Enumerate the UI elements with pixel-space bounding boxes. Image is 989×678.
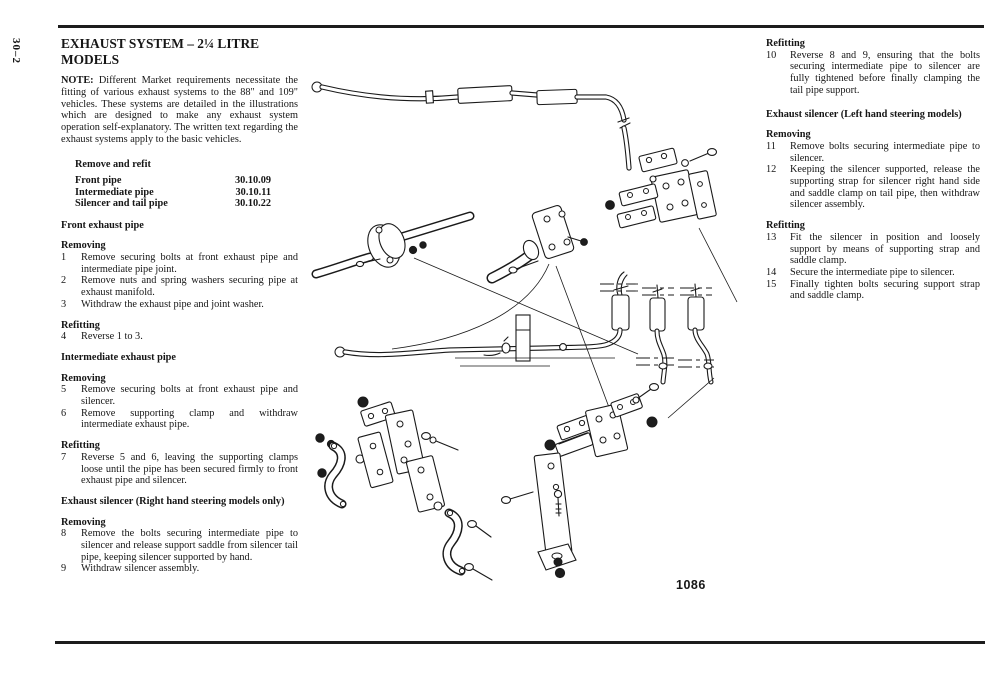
procedure-step	[61, 563, 298, 575]
step-text: Withdraw silencer assembly.	[81, 563, 200, 575]
procedure-step	[766, 279, 980, 302]
refitting-subheading: Refitting	[61, 440, 100, 452]
step-number: 11	[766, 140, 776, 152]
procedure-step	[61, 528, 298, 563]
step-number: 6	[61, 407, 67, 419]
step-text: Secure the intermediate pipe to silencer.	[790, 266, 955, 278]
procedure-step	[61, 252, 298, 275]
figure-number: 1086	[676, 578, 706, 592]
front-pipe-flange-joint	[316, 216, 470, 274]
removing-subheading: Removing	[61, 240, 106, 252]
step-number: 13	[766, 231, 777, 243]
operation-label: Silencer and tail pipe	[75, 198, 168, 210]
procedure-step	[61, 275, 298, 298]
intermediate-pipe-flange-joint	[492, 205, 587, 278]
refitting-subheading: Refitting	[766, 220, 805, 232]
step-text: Remove nuts and spring washers securing pipe at exhaust manifold.	[81, 275, 298, 299]
operations-table	[75, 159, 271, 209]
operation-code: 30.10.22	[234, 198, 271, 210]
bottom-rule	[55, 641, 985, 644]
procedure-step	[766, 164, 980, 211]
note-text: Different Market requirements necessitate the fitting of various exhaust systems to the 88" and 109" vehicles. These systems are detailed in the illustrations which are designed to make any exhaust system operation self-explanatory. The written text regarding the exhaust systems apply to the basic vehicles.	[61, 75, 298, 145]
lower-left-clamp-group	[316, 397, 492, 580]
procedure-step	[61, 331, 298, 343]
step-text: Remove securing bolts at front exhaust pipe and intermediate pipe joint.	[81, 252, 298, 275]
operation-label: Front pipe	[75, 175, 122, 187]
refitting-subheading: Refitting	[766, 38, 805, 49]
lower-middle-bracket-group	[502, 384, 659, 578]
step-number: 15	[766, 278, 777, 290]
table-row	[75, 175, 271, 187]
step-number: 5	[61, 384, 67, 396]
note-label: NOTE:	[61, 75, 94, 87]
procedure-step	[766, 232, 980, 267]
step-number: 8	[61, 528, 67, 540]
step-text: Fit the silencer in position and loosely support by means of supporting strap and saddle clamp.	[790, 231, 980, 267]
step-text: Reverse 1 to 3.	[81, 331, 143, 343]
operation-code: 30.10.09	[234, 175, 271, 187]
tail-pipe-assembly	[312, 82, 630, 168]
section-heading-silencer-lhs: Exhaust silencer (Left hand steering models)	[766, 108, 962, 120]
left-column	[61, 36, 298, 575]
step-number: 14	[766, 266, 777, 278]
procedure-step	[766, 50, 980, 97]
step-text: Reverse 5 and 6, leaving the supporting clamps loose until the pipe has been secured firmly to front exhaust pipe and silencer.	[81, 451, 298, 487]
step-number: 12	[766, 164, 777, 176]
note-paragraph	[61, 75, 298, 145]
step-text: Remove the bolts securing intermediate pipe to silencer and release support saddle from silencer tail pipe, keeping silencer supported by hand.	[81, 528, 298, 563]
step-number: 2	[61, 275, 67, 287]
right-column	[766, 38, 980, 302]
removing-subheading: Removing	[61, 372, 106, 384]
removing-subheading: Removing	[766, 129, 811, 141]
page-margin-number: 30–2	[10, 38, 22, 64]
section-heading-silencer-rhs: Exhaust silencer (Right hand steering models only)	[61, 495, 285, 507]
table-row	[75, 198, 271, 210]
procedure-step	[766, 141, 980, 164]
step-text: Remove bolts securing intermediate pipe to silencer.	[790, 140, 980, 164]
step-number: 1	[61, 252, 67, 264]
step-number: 3	[61, 298, 67, 310]
leader-lines	[392, 228, 737, 418]
step-number: 7	[61, 451, 67, 463]
removing-subheading: Removing	[61, 516, 106, 528]
step-text: Withdraw the exhaust pipe and joint washer.	[81, 298, 264, 310]
section-heading-front-pipe: Front exhaust pipe	[61, 219, 144, 231]
section-heading-intermediate-pipe: Intermediate exhaust pipe	[61, 351, 176, 363]
step-number: 10	[766, 49, 777, 61]
step-number: 4	[61, 331, 67, 343]
operations-heading: Remove and refit	[75, 159, 151, 171]
procedure-step	[61, 408, 298, 431]
table-row	[75, 187, 271, 199]
step-text: Finally tighten bolts securing support strap and saddle clamp.	[790, 278, 980, 302]
operation-code: 30.10.11	[235, 186, 271, 198]
step-text: Keeping the silencer supported, release the supporting strap for silencer right hand side and saddle clamp on tail pipe, then withdraw silencer assembly.	[790, 164, 980, 211]
upper-bracket-group	[606, 148, 717, 228]
silencer-mounting-views	[600, 272, 714, 382]
step-text: Remove supporting clamp and withdraw intermediate exhaust pipe.	[81, 407, 298, 431]
procedure-step	[766, 267, 980, 279]
exhaust-exploded-diagram	[300, 60, 740, 620]
page-title: EXHAUST SYSTEM – 2¼ LITRE MODELS	[61, 36, 260, 67]
procedure-step	[61, 384, 298, 407]
procedure-step	[61, 452, 298, 487]
refitting-subheading: Refitting	[61, 319, 100, 331]
step-text: Reverse 8 and 9, ensuring that the bolts securing intermediate pipe to silencer are fully tightened before finally clamping the tail pipe support.	[790, 49, 980, 96]
operation-label: Intermediate pipe	[75, 186, 154, 198]
step-text: Remove securing bolts at front exhaust pipe and silencer.	[81, 384, 298, 408]
procedure-step	[61, 299, 298, 311]
top-rule	[58, 25, 984, 28]
step-number: 9	[61, 563, 67, 575]
